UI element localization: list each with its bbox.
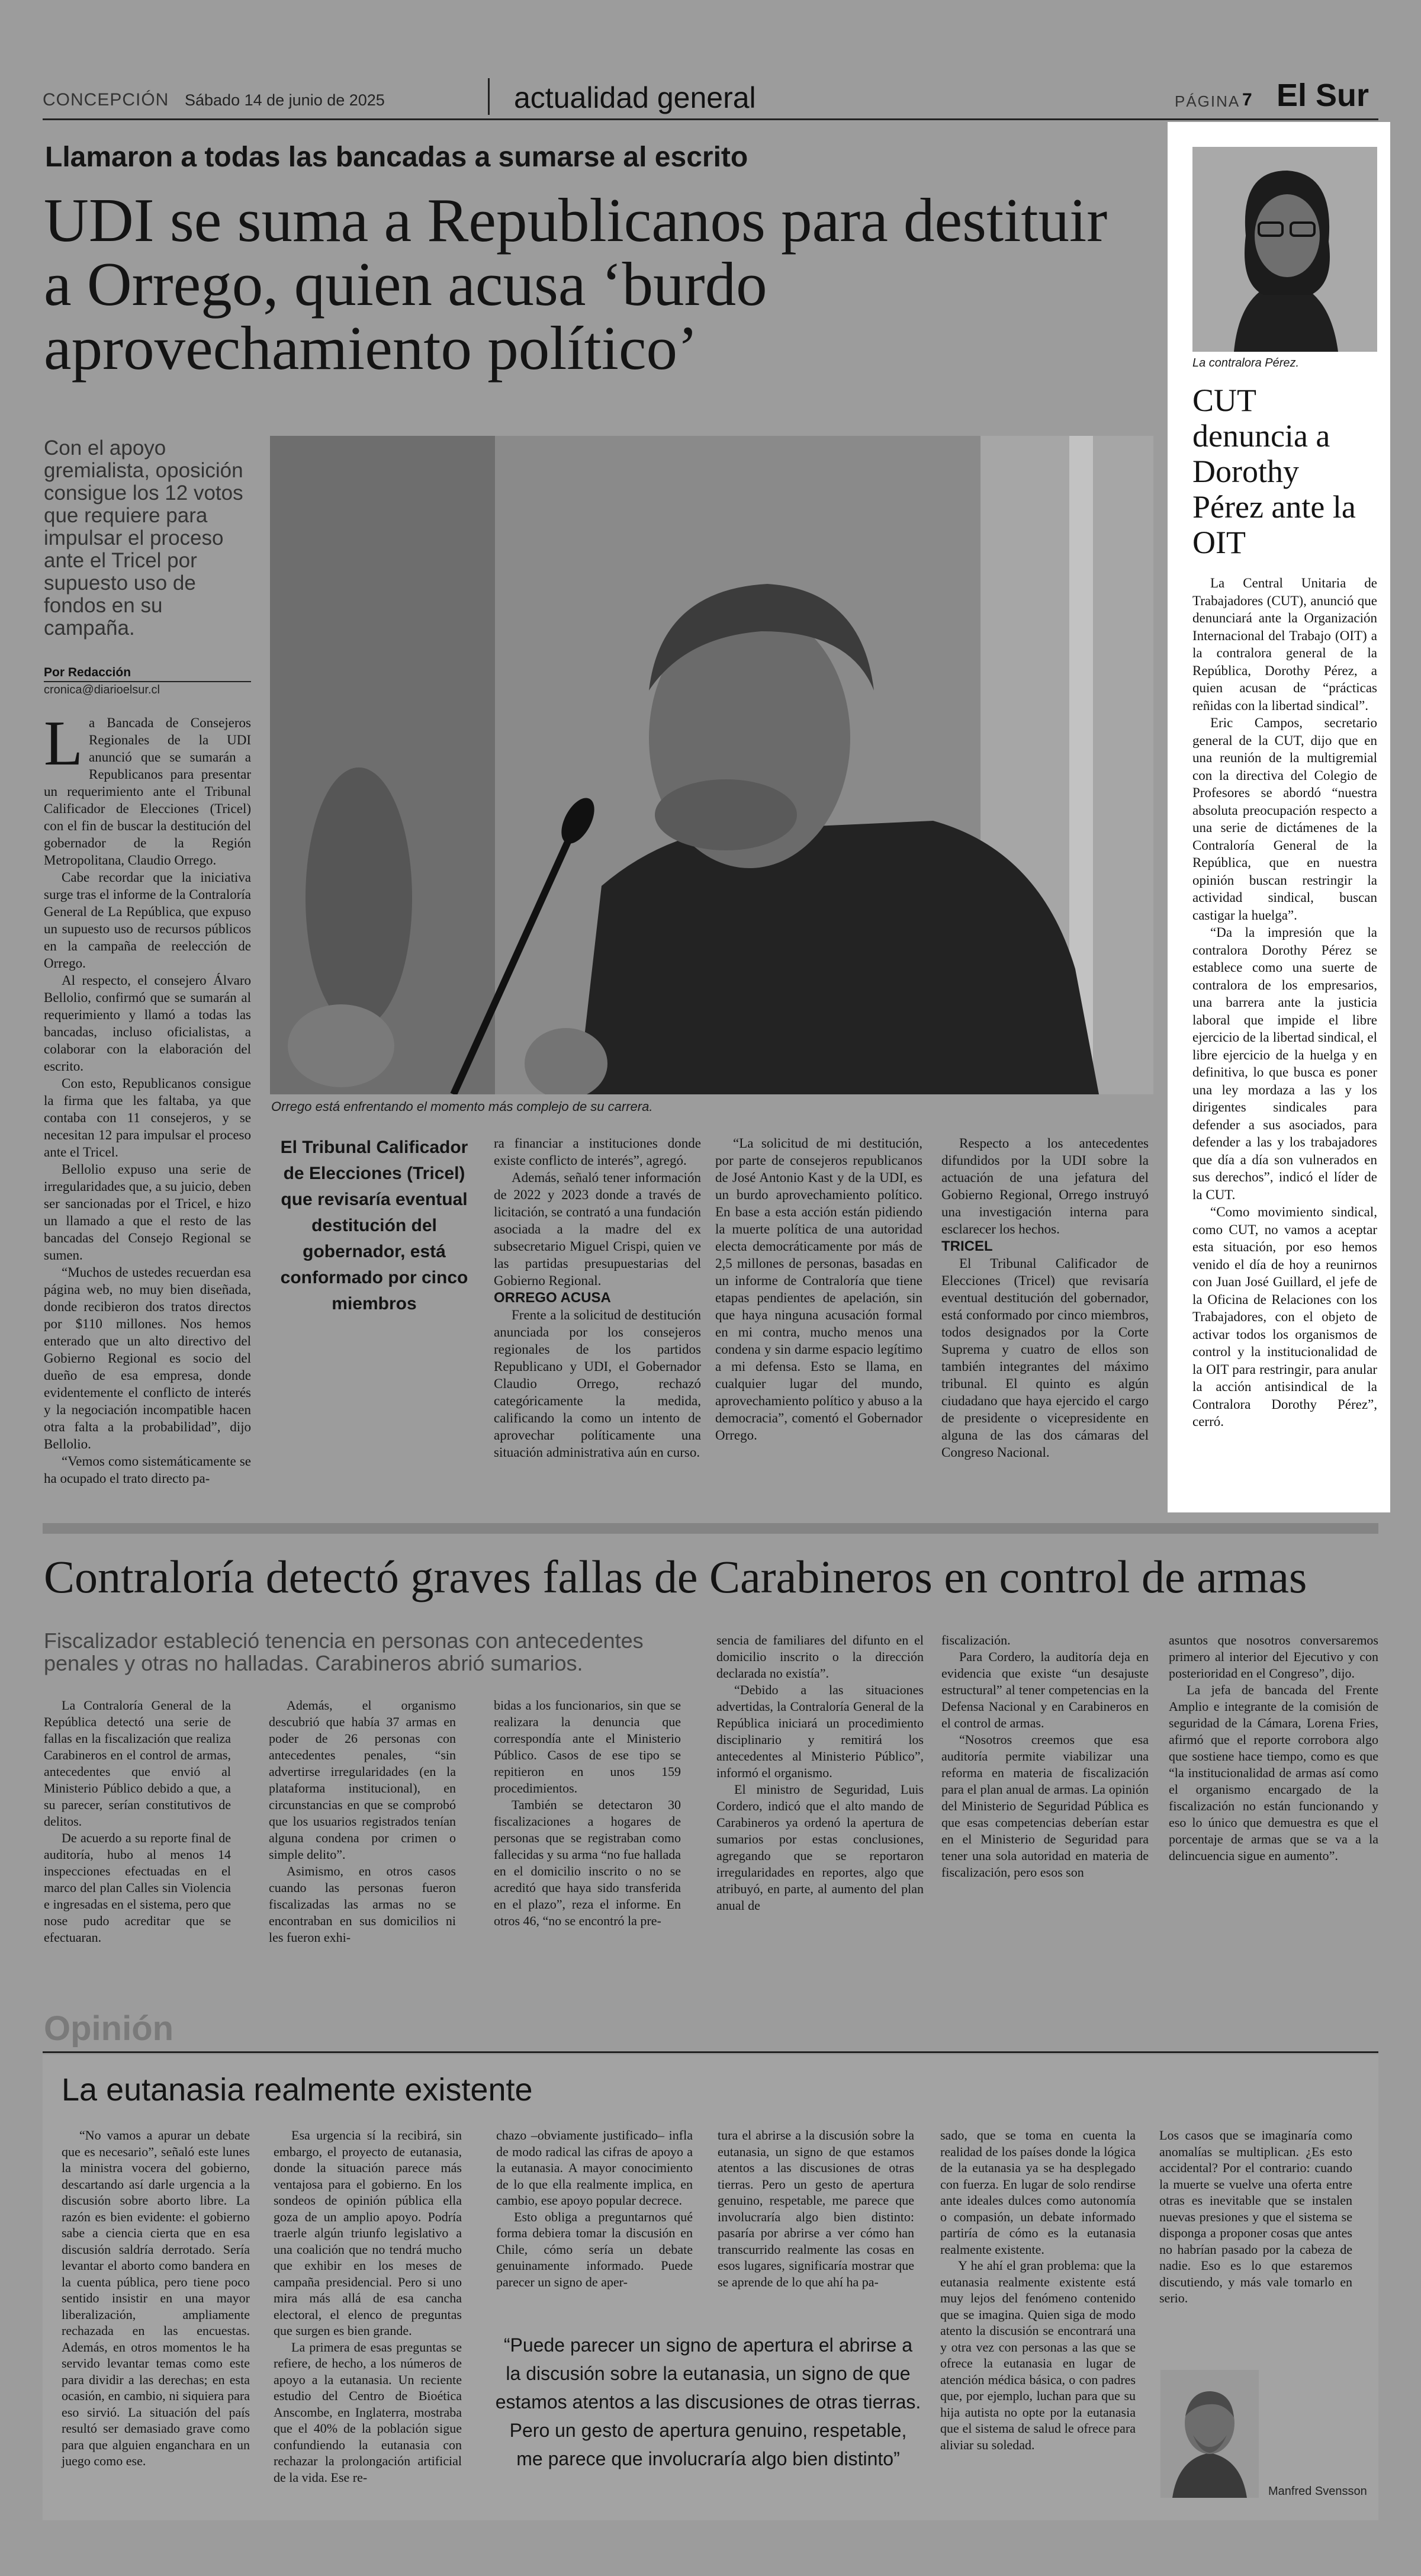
main-col5-paragraph: Respecto a los antecedentes difundidos por la UDI sobre la actuación de una jefatura del Gobierno Regional, Orrego instruyó una investigación interna para esclarecer los hechos. xyxy=(941,1136,1149,1236)
second-col2-paragraph: Asimismo, en otros casos cuando las personas fueron fiscalizadas las armas no se encontraban en sus domicilios ni les fueron exhi- xyxy=(269,1864,456,1945)
header-section: actualidad general xyxy=(514,81,756,114)
second-col2-paragraph: Además, el organismo descubrió que había 37 armas en poder de 26 personas con antecedentes penales, “sin advertirse irregularidades (en la plataforma institucional), en circunstancias en que se comprobó que los usuarios registrados tenían alguna condena por crimen o simple delito”. xyxy=(269,1698,456,1862)
opinion-column-1 xyxy=(62,2127,250,2469)
second-column-2 xyxy=(269,1697,456,1946)
main-kicker: Llamaron a todas las bancadas a sumarse al escrito xyxy=(45,142,748,173)
main-subhead-tricel: TRICEL xyxy=(941,1238,993,1254)
main-col1-paragraph: “Muchos de ustedes recuerdan esa página web, no muy bien diseñada, donde recibieron dos tratos directos por $110 millones. Nos hemos enterado que un alto directivo del Gobierno Regional es socio del dueño de esa empresa, donde evidentemente el conflicto de interés y la negociación incompatible hacen otra falta a la probabilidad”, dijo Bellolio. xyxy=(44,1265,251,1451)
opinion-col5-paragraph: sado, que se toma en cuenta la realidad de los países donde la lógica de la eutanasia ya se ha desplegado con fuerza. En lugar de solo rendirse ante ideales dulces como autonomía o compasión, un debate informado partiría de cómo es la eutanasia realmente existente. xyxy=(940,2128,1136,2257)
opinion-column-5 xyxy=(940,2127,1136,2453)
main-col1-paragraph: Con esto, Republicanos consigue la firma que les faltaba, ya que contaba con 11 consejeros, y se necesitan 12 para impulsar el proceso ante el Tricel. xyxy=(44,1076,251,1159)
header-city: CONCEPCIÓN xyxy=(43,90,169,110)
contralora-photo-illustration xyxy=(1192,147,1377,352)
main-col1-paragraph: Cabe recordar que la iniciativa surge tras el informe de la Contraloría General de La República, que expuso un supuesto uso de recursos públicos en la campaña de reelección de Orrego. xyxy=(44,870,251,971)
header-rule xyxy=(43,118,1378,120)
sidebar-box xyxy=(1168,122,1390,1512)
opinion-col6-paragraph: Los casos que se imaginaría como anomalías se multiplican. ¿Es esto accidental? Por el contrario: cuando la muerte se vuelve una oferta entre otras es inevitable que se instalen nuevas presiones y que el sistema se disponga a proponer cosas que antes no habrían pasado por la cabeza de nadie. Eso es lo que estaremos discutiendo, y más vale tomarlo en serio. xyxy=(1159,2128,1352,2305)
byline-rule xyxy=(44,681,251,682)
main-photo xyxy=(270,436,1153,1094)
sidebar-paragraph: “Da la impresión que la contralora Dorothy Pérez se establece como una suerte de contralora de los empresarios, una barrera ante la justicia laboral que impide el libre ejercicio de la libertad sindical, el libre ejercicio de la huelga y en definitiva, lo que busca es poner una ley mordaza a las y los dirigentes sindicales para defender a sus asociados, para defender a las y los trabajadores que día a día son vulnerados en sus derechos”, indicó el líder de la CUT. xyxy=(1192,925,1377,1202)
main-headline: UDI se suma a Republicanos para destituir a Orrego, quien acusa ‘burdo aprovechamiento político’ xyxy=(44,185,1108,383)
main-deck: Con el apoyo gremialista, oposición consigue los 12 votos que requiere para impulsar el proceso ante el Tricel por supuesto uso de fondos en su campaña. xyxy=(44,436,243,640)
opinion-col4-paragraph: tura el abrirse a la discusión sobre la eutanasia, un signo de que estamos atentos a las discusiones de otras tierras. Pero un gesto de apertura genuino, respetable, me parece que involucraría algo bien distinto: pasaría por abrirse a ver cómo han transcurrido realmente las cosas en esos lugares, significaría mostrar que se aprende de lo que ahí ha pa- xyxy=(718,2128,914,2289)
second-column-5 xyxy=(941,1632,1149,1881)
author-photo xyxy=(1160,2370,1259,2498)
opinion-col1-paragraph: “No vamos a apurar un debate que es necesario”, señaló este lunes la ministra vocera del gobierno, descartando así darle urgencia a la discusión sobre aborto libre. La razón es bien evidente: el gobierno sabe a ciencia cierta que en esa discusión saldría derrotado. Sería levantar el aborto como bandera en la cuenta pública, pero tiene poco sentido insistir en una mayor liberalización, ampliamente rechazada en las encuestas. Además, en otros momentos le ha servido levantar temas como este para dividir a las derechas; en esta ocasión, en cambio, ni siquiera para eso sirvió. La situación del país resultó ser demasiado grave como para que alguien enganchara en un juego como ese. xyxy=(62,2128,250,2468)
second-col4-paragraph: sencia de familiares del difunto en el domicilio inscrito o la dirección declarada no existía”. xyxy=(716,1633,924,1681)
opinion-column-3 xyxy=(496,2127,693,2290)
sidebar-paragraph: La Central Unitaria de Trabajadores (CUT), anunció que denunciará ante la Organización Internacional del Trabajo (OIT) a la contralora general de la República, Dorothy Pérez, a quien acusan de “prácticas reñidas con la libertad sindical”. xyxy=(1192,576,1377,713)
opinion-column-4 xyxy=(718,2127,914,2290)
main-column-1 xyxy=(44,708,251,1487)
second-col6-paragraph: La jefa de bancada del Frente Amplio e integrante de la comisión de seguridad de la Cámara, Lorena Fries, afirmó que el reporte corrobora algo que sostiene hace tiempo, como es que “la institucionalidad de armas así como el organismo encargado de la fiscalización no están funcionando y eso lo único que demuestra es que el porcentaje de armas que se va a la delincuencia sigue en aumento”. xyxy=(1169,1682,1378,1863)
sidebar-paragraph: Eric Campos, secretario general de la CUT, dijo que en una reunión de la multigremial con la directiva del Colegio de Profesores se abordó “nuestra absoluta preocupación respecto a una serie de dictámenes de la Contraloría General de la República, que en nuestra opinión buscan restringir la actividad sindical, buscan castigar la huelga”. xyxy=(1192,715,1377,923)
main-subhead-orrego-acusa: ORREGO ACUSA xyxy=(494,1290,611,1306)
header-page-label: PÁGINA xyxy=(1175,92,1240,110)
second-col4-paragraph: El ministro de Seguridad, Luis Cordero, indicó que el alto mando de Carabineros ya ordenó la apertura de sumarios por estas conclusiones, agregando que se reportaron irregularidades en reportes, algo que atribuyó, en parte, al aumento del plan anual de xyxy=(716,1782,924,1913)
main-column-5 xyxy=(941,1135,1149,1461)
page-header xyxy=(43,77,1378,120)
opinion-col3-paragraph: Esto obliga a preguntarnos qué forma debiera tomar la discusión en Chile, cómo sería un debate genuinamente informado. Puede parecer un signo de aper- xyxy=(496,2209,693,2289)
author-photo-illustration xyxy=(1160,2370,1259,2498)
second-column-3 xyxy=(494,1697,681,1929)
main-col4-paragraph: “La solicitud de mi destitución, por parte de consejeros republicanos de José Antonio Kast y de la UDI, es un burdo aprovechamiento político. En base a esta acción están pidiendo la muerte política de una autoridad electa democráticamente por más de 2,5 millones de personas, basadas en un informe de Contraloría que tiene etapas pendientes de apelación, sin que haya ninguna acusación formal en mi contra, mucho menos una condena y sin darme espacio legítimo a mi defensa. Esto se llama, en cualquier lugar del mundo, aprovechamiento político y abuso a la democracia”, comentó el Gobernador Orrego. xyxy=(715,1136,922,1443)
opinion-pullquote: “Puede parecer un signo de apertura el abrirse a la discusión sobre la eutanasia, un signo de que estamos atentos a las discusiones de otras tierras. Pero un gesto de apertura genuino, respetable, me parece que involucraría algo bien distinto” xyxy=(495,2334,921,2469)
second-headline: Contraloría detectó graves fallas de Carabineros en control de armas xyxy=(44,1551,1307,1602)
opinion-col3-paragraph: chazo –obviamente justificado– infla de modo radical las cifras de apoyo a la eutanasia. A mayor conocimiento de lo que ella realmente implica, en cambio, ese apoyo popular decrece. xyxy=(496,2128,693,2208)
opinion-column-6 xyxy=(1159,2127,1352,2307)
second-col1-paragraph: De acuerdo a su reporte final de auditoría, hubo al menos 14 inspecciones efectuadas en el marco del plan Calles sin Violencia e ingresadas en el sistema, pero que nose pudo acreditar que se efectuaran. xyxy=(44,1830,231,1945)
opinion-col2-paragraph: Esa urgencia sí la recibirá, sin embargo, el proyecto de eutanasia, donde la situación parece más ventajosa para el gobierno. En los sondeos de opinión pública ella goza de un amplio apoyo. Podría traerle algún triunfo legislativo a una coalición que no tendrá mucho que exhibir en los meses de campaña presidencial. Pero si uno mira más allá de esa cancha electoral, el elenco de preguntas que surgen es bien grande. xyxy=(274,2128,462,2338)
orrego-photo-illustration xyxy=(270,436,1153,1094)
main-col3-paragraph: Frente a la solicitud de destitución anunciada por los consejeros regionales de los partidos Republicano y UDI, el Gobernador Claudio Orrego, rechazó categóricamente la medida, calificando la como un intento de aprovechar políticamente una situación administrativa aún en curso. xyxy=(494,1308,701,1460)
main-pullquote: El Tribunal Calificador de Elecciones (Tricel) que revisaría eventual destitución del gobernador, está conformado por cinco miembros xyxy=(280,1138,468,1313)
header-page-number: 7 xyxy=(1242,90,1252,110)
sidebar-body xyxy=(1192,574,1377,1431)
main-col1-paragraph: Bellolio expuso una serie de irregularidades que, a su juicio, deben ser sancionadas por el Tricel, e hizo un llamado a que el resto de las bancadas del Consejo Regional se sumen. xyxy=(44,1162,251,1263)
opinion-col5-paragraph: Y he ahí el gran problema: que la eutanasia realmente existente está muy lejos del fenómeno contenido que se imagina. Quien siga de modo atento la discusión se encontrará una y otra vez con personas a las que se ofrece la eutanasia en lugar de atención médica básica, o con padres que, por ejemplo, luchan para que su hija autista no opte por la eutanasia que el sistema de salud le ofrece para aliviar su soledad. xyxy=(940,2258,1136,2452)
sidebar-paragraph: “Como movimiento sindical, como CUT, no vamos a aceptar esta situación, por eso hemos venido el día de hoy a reunirnos con Juan José Guillard, el jefe de la Oficina de Relaciones con los Trabajadores, con el objeto de activar todos los organismos de control y la institucionalidad de la OIT para restringir, para anular la acción antisindical de la Contralora Dorothy Pérez”, cerró. xyxy=(1192,1205,1377,1429)
second-col1-paragraph: La Contraloría General de la República detectó una serie de fallas en la fiscalización que realiza Carabineros en el control de armas, antecedentes que envió al Ministerio Público debido a que, a su parecer, serían constitutivos de delitos. xyxy=(44,1698,231,1829)
byline-email: cronica@diarioelsur.cl xyxy=(44,683,160,696)
main-column-4 xyxy=(715,1135,922,1444)
main-photo-caption: Orrego está enfrentando el momento más complejo de su carrera. xyxy=(271,1099,653,1114)
main-dropcap: L xyxy=(44,708,83,779)
opinion-col2-paragraph: La primera de esas preguntas se refiere, de hecho, a los números de apoyo a la eutanasia. Un reciente estudio del Centro de Bioética Anscombe, en Inglaterra, mostraba que el 40% de la población sigue confundiendo la eutanasia con rechazar la prolongación artificial de la vida. Ese re- xyxy=(274,2339,462,2485)
opinion-headline: La eutanasia realmente existente xyxy=(62,2072,533,2108)
sidebar-headline: CUT denuncia a Dorothy Pérez ante la OIT xyxy=(1192,383,1356,560)
header-date: Sábado 14 de junio de 2025 xyxy=(185,91,385,109)
main-col5-paragraph: El Tribunal Calificador de Elecciones (Tricel) que revisaría eventual destitución del gobernador, está conformado por cinco miembros, todos designados por la Corte Suprema y cuatro de ellos son también integrantes del máximo tribunal. El quinto es algún ciudadano que haya ejercido el cargo de presidente o vicepresidente en alguna de las dos cámaras del Congreso Nacional. xyxy=(941,1256,1149,1460)
second-column-4 xyxy=(716,1632,924,1914)
second-col5-paragraph: “Nosotros creemos que esa auditoría permite viabilizar una reforma en materia de fiscalización para el plan anual de armas. La opinión del Ministerio de Seguridad Pública es que esas competencias deberían estar en el Ministerio de Seguridad para tener una sola autoridad en materia de fiscalización, pero esos son xyxy=(941,1732,1149,1880)
second-col3-paragraph: También se detectaron 30 fiscalizaciones a hogares de personas que se registraban como fallecidas y su arma “no fue hallada en el domicilio inscrito o no se acreditó que haya sido transferida en el plazo”, reza el informe. En otros 46, “no se encontró la pre- xyxy=(494,1797,681,1928)
second-col5-paragraph: Para Cordero, la auditoría deja en evidencia que existe “un desajuste estructural” al tener competencias en la Defensa Nacional y en Carabineros en el control de armas. xyxy=(941,1649,1149,1730)
section-separator xyxy=(43,1523,1378,1534)
main-col3-paragraph: Además, señaló tener información de 2022 y 2023 donde a través de licitación, se contrató a una fundación asociada a la madre del ex subsecretario Miguel Crispi, quien ve las partidas presupuestarias del Gobierno Regional. xyxy=(494,1170,701,1288)
main-col3-paragraph: ra financiar a instituciones donde existe conflicto de interés”, agregó. xyxy=(494,1136,701,1168)
main-col1-paragraph: Al respecto, el consejero Álvaro Bellolio, confirmó que se sumarán al requerimiento y llamó a todas las bancadas, incluso oficialistas, a colaborar con la elaboración del escrito. xyxy=(44,973,251,1074)
contralora-photo xyxy=(1192,147,1377,352)
author-name: Manfred Svensson xyxy=(1268,2485,1367,2498)
second-column-6 xyxy=(1169,1632,1378,1864)
main-col1-paragraph: a Bancada de Consejeros Regionales de la UDI anunció que se sumarán a Republicanos para presentar un requerimiento ante el Tribunal Calificador de Elecciones (Tricel) con el fin de buscar la destitución del gobernador de la Región Metropolitana, Claudio Orrego. xyxy=(44,715,251,868)
second-col4-paragraph: “Debido a las situaciones advertidas, la Contraloría General de la República iniciará un procedimiento disciplinario y remitirá los antecedentes al Ministerio Público”, informó el organismo. xyxy=(716,1682,924,1780)
header-divider xyxy=(488,78,490,115)
main-column-3 xyxy=(494,1135,701,1461)
opinion-rule xyxy=(43,2051,1378,2053)
second-col5-paragraph: fiscalización. xyxy=(941,1633,1011,1647)
second-column-1 xyxy=(44,1697,231,1946)
second-col6-paragraph: asuntos que nosotros conversaremos primero al interior del Ejecutivo y con posterioridad en el Congreso”, dijo. xyxy=(1169,1633,1378,1681)
brand-logo: El Sur xyxy=(1277,78,1369,113)
second-deck: Fiscalizador estableció tenencia en personas con antecedentes penales y otras no halladas. Carabineros abrió sumarios. xyxy=(44,1629,644,1675)
opinion-column-2 xyxy=(274,2127,462,2485)
byline: Por Redacción xyxy=(44,666,131,679)
second-col3-paragraph: bidas a los funcionarios, sin que se realizara la denuncia que correspondía ante el Ministerio Público. Casos de ese tipo se repitieron en unos 159 procedimientos. xyxy=(494,1698,681,1796)
sidebar-photo-caption: La contralora Pérez. xyxy=(1192,356,1300,370)
main-col1-paragraph: “Vemos como sistemáticamente se ha ocupado el trato directo pa- xyxy=(44,1454,251,1486)
opinion-section-label: Opinión xyxy=(44,2009,174,2048)
